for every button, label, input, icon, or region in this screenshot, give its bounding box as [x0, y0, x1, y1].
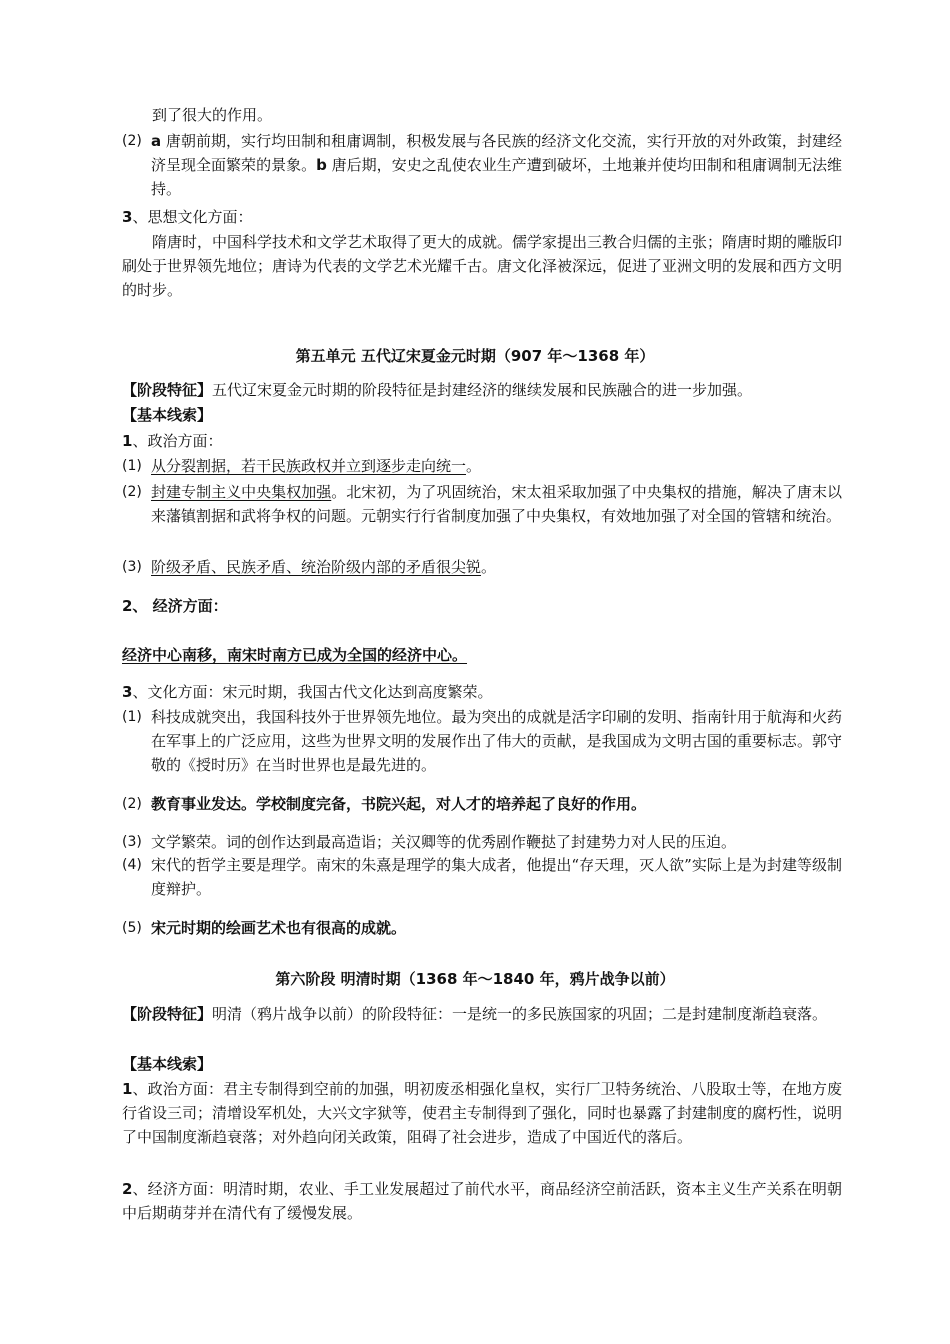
- item-marker-a: a: [151, 132, 162, 150]
- item-number: (2): [122, 133, 142, 149]
- politics-paragraph: 1、政治方面：君主专制得到空前的加强，明初废丞相强化皇权，实行厂卫特务统治、八股取士等，在地方废行省设三司；清增设军机处，大兴文字狱等，使君主专制得到了强化，同时也暴露了封建制度的腐朽性，说明了中国制度渐趋衰落；对外趋向闭关政策，阻碍了社会进步，造成了中国近代的落后。: [122, 1080, 843, 1146]
- economy-label: 2、 经济方面：: [122, 597, 228, 615]
- basic-clue-label: 【基本线索】: [122, 406, 213, 424]
- economy-text: 经济中心南移，南宋时南方已成为全国的经济中心。: [122, 646, 468, 664]
- politics-label: 1、政治方面：: [122, 432, 223, 450]
- item-text: a 唐朝前期，实行均田制和租庸调制，积极发展与各民族的经济文化交流，实行开放的对外政策，封建经济呈现全面繁荣的景象。b 唐后期，安史之乱使农业生产遭到破坏，土地兼并使均田制和租庸调制无法维持。: [151, 132, 842, 198]
- continuation-text: 到了很大的作用。: [152, 106, 273, 124]
- economy-paragraph: 2、经济方面：明清时期，农业、手工业发展超过了前代水平，商品经济空前活跃，资本主义生产关系在明朝中后期萌芽并在清代有了缓慢发展。: [122, 1180, 842, 1222]
- list-item: (1) 科技成就突出，我国科技外于世界领先地位。最为突出的成就是活字印刷的发明、指南针用于航海和火药在军事上的广泛应用，这些为世界文明的发展作出了伟大的贡献，是我国成为文明古国的重要标志。郭守敬的《授时历》在当时世界也是最先进的。: [122, 708, 842, 774]
- list-item: (1) 从分裂割据，若干民族政权并立到逐步走向统一。: [122, 457, 482, 475]
- item-marker-b: b: [316, 156, 327, 174]
- paragraph-continuation: [152, 103, 842, 127]
- list-item: (2) 教育事业发达。学校制度完备，书院兴起，对人才的培养起了良好的作用。: [122, 795, 647, 813]
- stage-feature: 【阶段特征】五代辽宋夏金元时期的阶段特征是封建经济的继续发展和民族融合的进一步加强。: [122, 381, 753, 399]
- stage-feature: 【阶段特征】明清（鸦片战争以前）的阶段特征：一是统一的多民族国家的巩固；二是封建制度渐趋衰落。: [122, 1005, 828, 1023]
- basic-clue-label: 【基本线索】: [122, 1055, 213, 1073]
- culture-label: 3、文化方面：宋元时期，我国古代文化达到高度繁荣。: [122, 683, 493, 701]
- section-heading: 第五单元 五代辽宋夏金元时期（907 年～1368 年）: [295, 347, 655, 365]
- paragraph: 隋唐时，中国科学技术和文学艺术取得了更大的成就。儒学家提出三教合归儒的主张；隋唐时期的雕版印刷处于世界领先地位；唐诗为代表的文学艺术光耀千古。唐文化泽被深远，促进了亚洲文明的发展和西方文明的时步。: [122, 233, 843, 299]
- list-item: (2) 封建专制主义中央集权加强。北宋初，为了巩固统治，宋太祖采取加强了中央集权的措施，解决了唐末以来藩镇割据和武将争权的问题。元朝实行行省制度加强了中央集权，有效地加强了对全国的管辖和统治。: [122, 483, 842, 525]
- list-item: (4) 宋代的哲学主要是理学。南宋的朱熹是理学的集大成者，他提出“存天理，灭人欲”实际上是为封建等级制度辩护。: [122, 856, 842, 898]
- section-label: 3、思想文化方面：: [122, 208, 253, 226]
- list-item: (3) 文学繁荣。词的创作达到最高造诣；关汉卿等的优秀剧作鞭挞了封建势力对人民的压迫。: [122, 833, 737, 851]
- list-item: [122, 129, 842, 201]
- list-item: (5) 宋元时期的绘画艺术也有很高的成就。: [122, 919, 407, 937]
- section-heading: 第六阶段 明清时期（1368 年～1840 年，鸦片战争以前）: [275, 970, 675, 988]
- list-item: (3) 阶级矛盾、民族矛盾、统治阶级内部的矛盾很尖锐。: [122, 558, 497, 576]
